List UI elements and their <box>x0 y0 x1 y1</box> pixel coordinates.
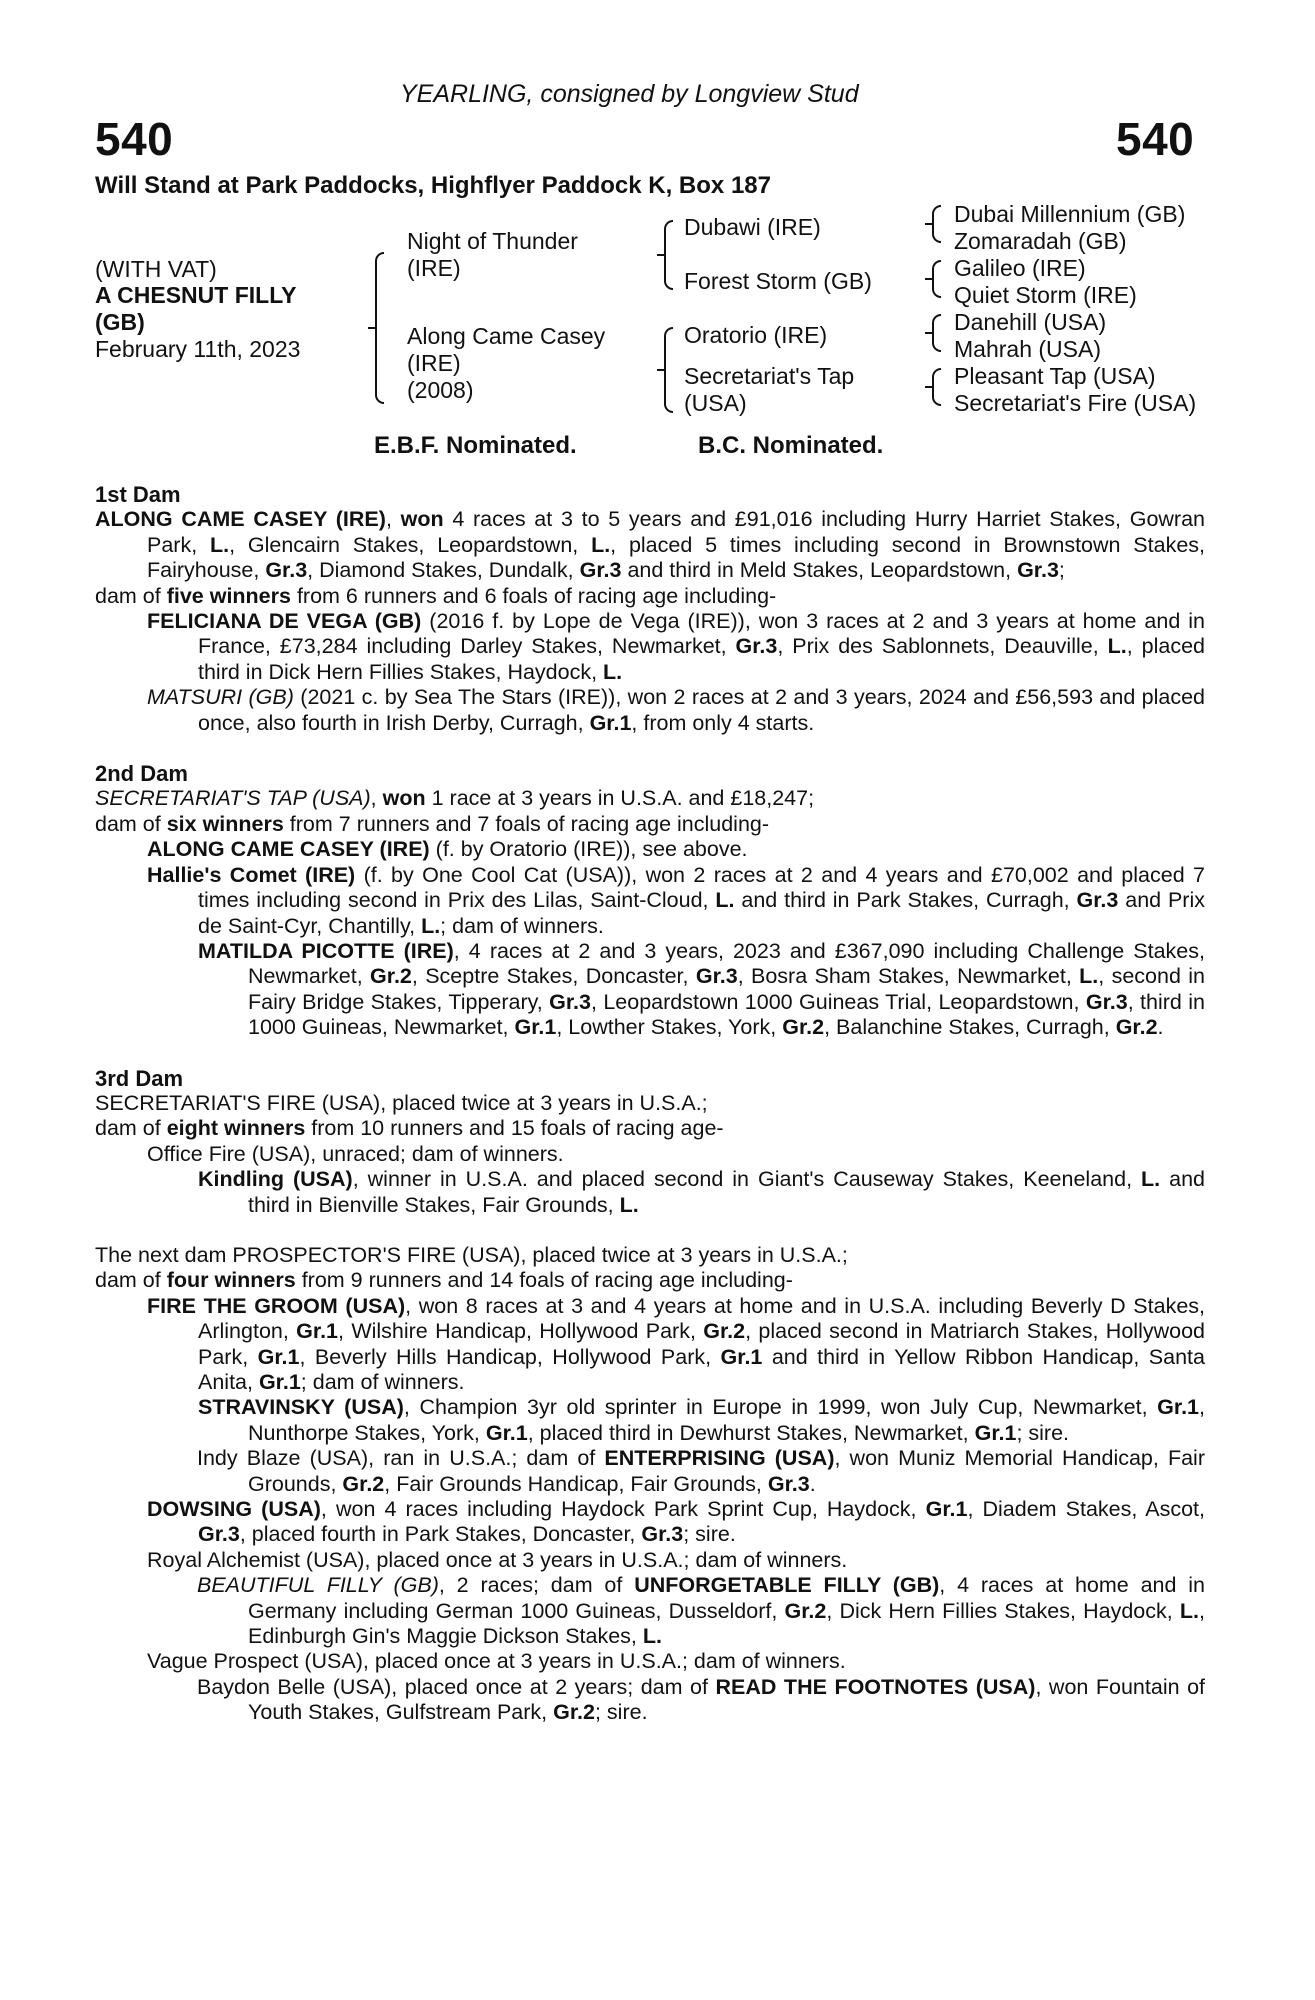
horse-name-line1: A CHESNUT FILLY <box>95 282 297 308</box>
produce-kindling: Kindling (USA), winner in U.S.A. and placed second in Giant's Causeway Stakes, Keeneland, L. and third in Bienville Stakes, Fair Grounds, L. <box>198 1167 1205 1217</box>
lot-number-right: 540 <box>1116 113 1195 165</box>
second-dam-produce-summary: dam of six winners from 7 runners and 7 foals of racing age including- <box>95 811 770 836</box>
second-dam-heading: 2nd Dam <box>95 761 188 787</box>
produce-royal-alchemist: Royal Alchemist (USA), placed once at 3 years in U.S.A.; dam of winners. <box>147 1547 848 1572</box>
third-dam-heading: 3rd Dam <box>95 1065 184 1091</box>
bc-nomination: B.C. Nominated. <box>698 432 884 459</box>
sire-country: (IRE) <box>407 255 461 281</box>
produce-matsuri: MATSURI (GB) (2021 c. by Sea The Stars (IRE)), won 2 races at 2 and 3 years, 2024 and £56,593 and placed once, also fourth in Irish Derby, Curragh, Gr.1, from only 4 starts. <box>147 685 1205 735</box>
pedigree-brace-main <box>375 252 384 404</box>
ggsire-1: Dubai Millennium (GB) <box>954 201 1186 227</box>
sire-name: Night of Thunder <box>407 228 578 254</box>
stand-location: Will Stand at Park Paddocks, Highflyer Paddock K, Box 187 <box>95 172 771 199</box>
foaling-date: February 11th, 2023 <box>95 336 301 362</box>
dam-dam-country: (USA) <box>684 390 747 416</box>
produce-indy-blaze: Indy Blaze (USA), ran in U.S.A.; dam of ENTERPRISING (USA), won Muniz Memorial Handicap, Fair Grounds, Gr.2, Fair Grounds Handicap, Fair Grounds, Gr.3. <box>197 1446 1205 1496</box>
produce-vague-prospect: Vague Prospect (USA), placed once at 3 years in U.S.A.; dam of winners. <box>147 1649 846 1674</box>
first-dam-produce-summary: dam of five winners from 6 runners and 6 foals of racing age including- <box>95 583 777 608</box>
sire-sire: Dubawi (IRE) <box>684 214 821 240</box>
produce-beautiful-filly: BEAUTIFUL FILLY (GB), 2 races; dam of UNFORGETABLE FILLY (GB), 4 races at home and in Germany including German 1000 Guineas, Dusseldorf, Gr.2, Dick Hern Fillies Stakes, Haydock, L., Edinburgh Gin's Maggie Dickson Stakes, L. <box>197 1573 1205 1649</box>
produce-fire-the-groom: FIRE THE GROOM (USA), won 8 races at 3 and 4 years at home and in U.S.A. including Beverly D Stakes, Arlington, Gr.1, Wilshire Handicap, Hollywood Park, Gr.2, placed second in Matriarch Stakes, Hollywood Park, Gr.1, Beverly Hills Handicap, Hollywood Park, Gr.1 and third in Yellow Ribbon Handicap, Santa Anita, Gr.1; dam of winners. <box>147 1293 1205 1394</box>
produce-feliciana-de-vega: FELICIANA DE VEGA (GB) (2016 f. by Lope de Vega (IRE)), won 3 races at 2 and 3 years at home and in France, £73,284 including Darley Stakes, Newmarket, Gr.3, Prix des Sablonnets, Deauville, L., placed third in Dick Hern Fillies Stakes, Haydock, L. <box>147 609 1206 684</box>
catalogue-body <box>95 482 1205 1726</box>
first-dam-record: ALONG CAME CASEY (IRE), won 4 races at 3 to 5 years and £91,016 including Hurry Harriet Stakes, Gowran Park, L., Glencairn Stakes, Leopardstown, L., placed 5 times including second in Brownstown Stakes, Fairyhouse, Gr.3, Diamond Stakes, Dundalk, Gr.3 and third in Meld Stakes, Leopardstown, Gr.3; <box>95 507 1206 583</box>
produce-stravinsky: STRAVINSKY (USA), Champion 3yr old sprinter in Europe in 1999, won July Cup, Newmarket, Gr.1, Nunthorpe Stakes, York, Gr.1, placed third in Dewhurst Stakes, Newmarket, Gr.1; sire. <box>198 1395 1205 1445</box>
dam-dam-name: Secretariat's Tap <box>684 363 855 389</box>
ggsire-3: Danehill (USA) <box>954 309 1107 335</box>
second-dam-record: SECRETARIAT'S TAP (USA), won 1 race at 3 years in U.S.A. and £18,247; <box>95 786 815 811</box>
ggdam-3: Mahrah (USA) <box>954 336 1101 362</box>
pedigree-brace-sd <box>932 260 941 298</box>
first-dam-heading: 1st Dam <box>95 482 181 507</box>
dam-sire: Oratorio (IRE) <box>684 322 828 348</box>
pedigree-brace-ss <box>932 205 941 243</box>
dam-name: Along Came Casey <box>407 323 606 349</box>
pedigree-brace-sire <box>664 220 673 290</box>
third-dam-produce-summary: dam of eight winners from 10 runners and 15 foals of racing age- <box>95 1116 724 1141</box>
produce-along-came-casey: ALONG CAME CASEY (IRE) (f. by Oratorio (IRE)), see above. <box>147 837 748 862</box>
pedigree-brace-dd <box>932 368 941 406</box>
next-dam-produce-summary: dam of four winners from 9 runners and 14 foals of racing age including- <box>95 1268 793 1293</box>
pedigree-brace-dam <box>664 327 673 413</box>
consignor-line: YEARLING, consigned by Longview Stud <box>400 80 859 108</box>
produce-dowsing: DOWSING (USA), won 4 races including Haydock Park Sprint Cup, Haydock, Gr.1, Diadem Stakes, Ascot, Gr.3, placed fourth in Park Stakes, Doncaster, Gr.3; sire. <box>147 1497 1205 1547</box>
dam-country: (IRE) <box>407 350 461 376</box>
ggdam-4: Secretariat's Fire (USA) <box>954 390 1197 416</box>
dam-year: (2008) <box>407 377 474 403</box>
horse-name-line2: (GB) <box>95 309 145 335</box>
third-dam-record: SECRETARIAT'S FIRE (USA), placed twice at 3 years in U.S.A.; <box>95 1090 708 1115</box>
produce-hallies-comet: Hallie's Comet (IRE) (f. by One Cool Cat (USA)), won 2 races at 2 and 4 years and £70,002 and placed 7 times including second in Prix des Lilas, Saint-Cloud, L. and third in Park Stakes, Curragh, Gr.3 and Prix de Saint-Cyr, Chantilly, L.; dam of winners. <box>147 862 1205 938</box>
sire-dam: Forest Storm (GB) <box>684 268 872 294</box>
ebf-nomination: E.B.F. Nominated. <box>374 432 577 459</box>
ggsire-4: Pleasant Tap (USA) <box>954 363 1156 389</box>
produce-matilda-picotte: MATILDA PICOTTE (IRE), 4 races at 2 and 3 years, 2023 and £367,090 including Challenge Stakes, Newmarket, Gr.2, Sceptre Stakes, Doncaster, Gr.3, Bosra Sham Stakes, Newmarket, L., second in Fairy Bridge Stakes, Tipperary, Gr.3, Leopardstown 1000 Guineas Trial, Leopardstown, Gr.3, third in 1000 Guineas, Newmarket, Gr.1, Lowther Stakes, York, Gr.2, Balanchine Stakes, Curragh, Gr.2. <box>198 938 1205 1040</box>
ggsire-2: Galileo (IRE) <box>954 255 1086 281</box>
lot-number-left: 540 <box>95 113 174 165</box>
produce-office-fire: Office Fire (USA), unraced; dam of winners. <box>147 1141 564 1166</box>
produce-baydon-belle: Baydon Belle (USA), placed once at 2 years; dam of READ THE FOOTNOTES (USA), won Fountain of Youth Stakes, Gulfstream Park, Gr.2; sire. <box>197 1674 1205 1725</box>
ggdam-1: Zomaradah (GB) <box>954 228 1127 254</box>
next-dam-record: The next dam PROSPECTOR'S FIRE (USA), placed twice at 3 years in U.S.A.; <box>95 1242 848 1267</box>
pedigree-brace-ds <box>932 314 941 352</box>
ggdam-2: Quiet Storm (IRE) <box>954 282 1137 308</box>
vat-note: (WITH VAT) <box>95 256 217 282</box>
